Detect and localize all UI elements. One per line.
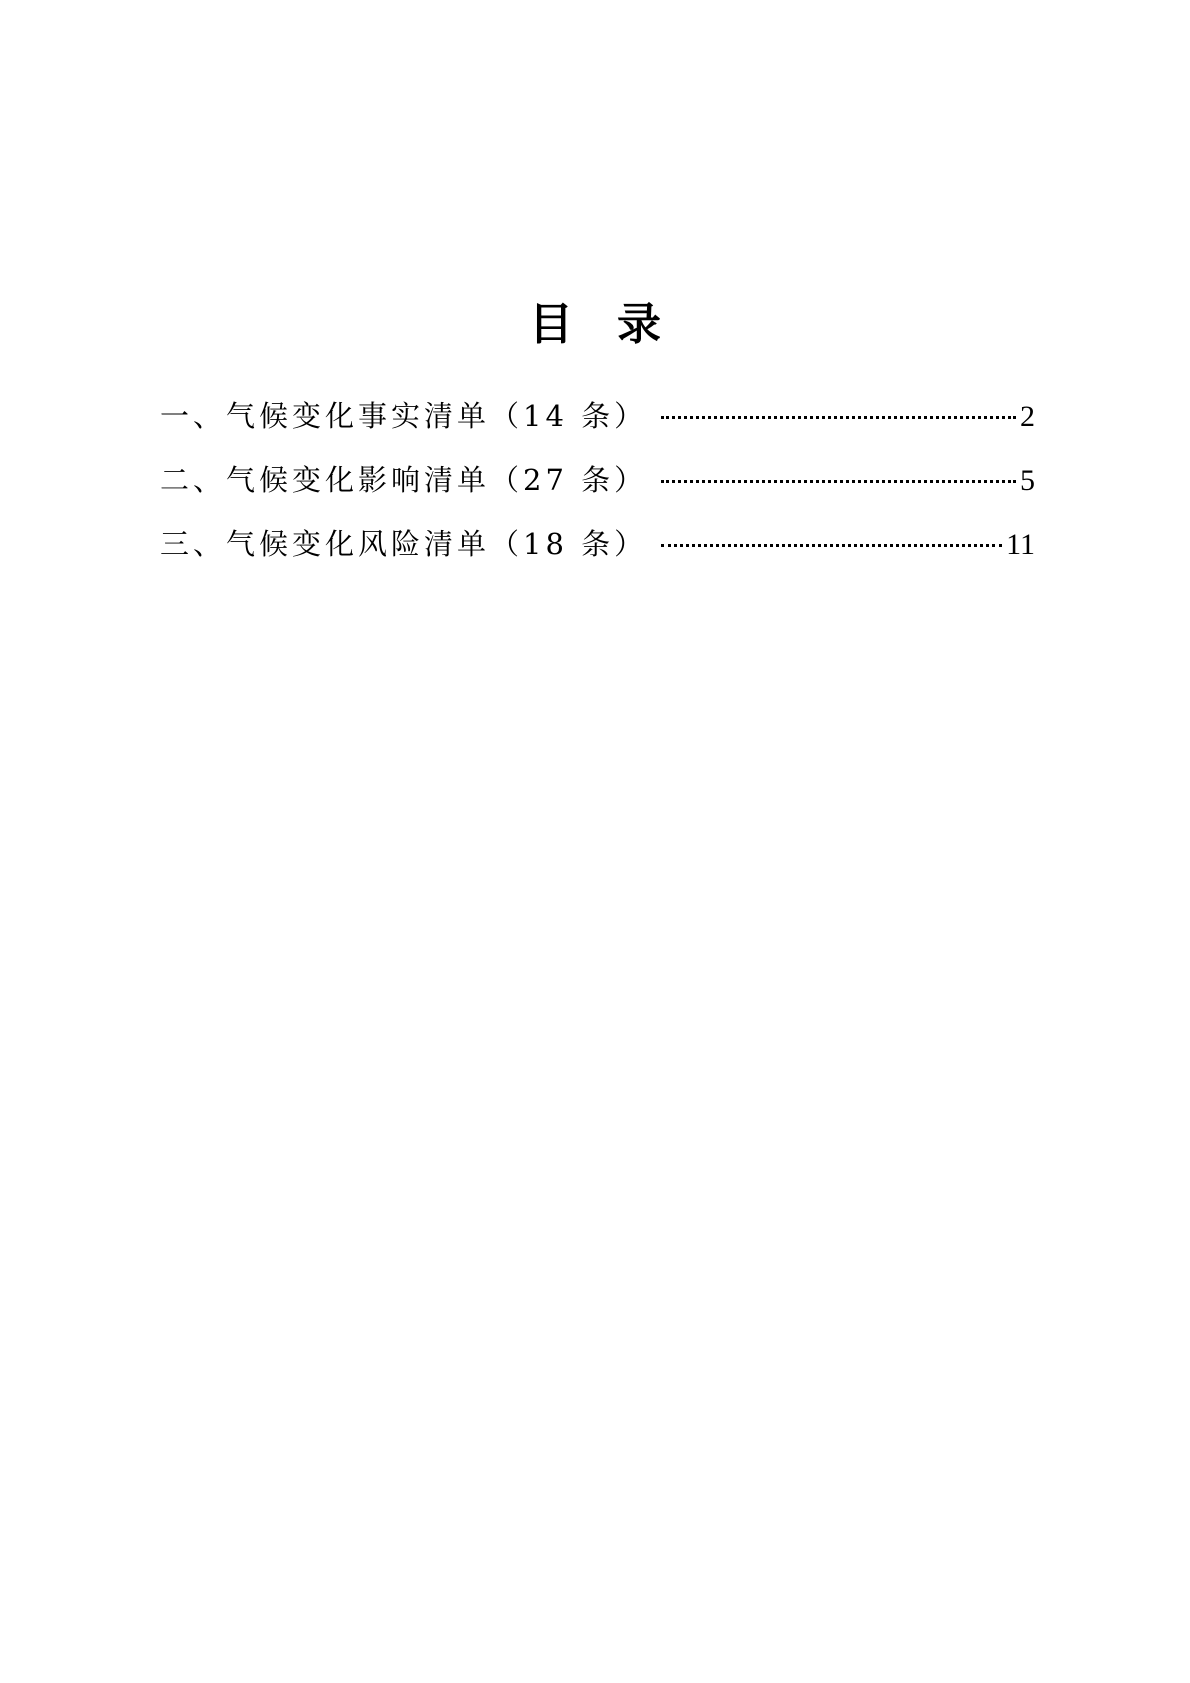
toc-dot-leader bbox=[661, 480, 1016, 483]
toc-page-number: 2 bbox=[1020, 400, 1035, 433]
toc-entry-label: 二、气候变化影响清单（27 条） bbox=[160, 463, 648, 497]
toc-entry-facts[interactable] bbox=[160, 396, 1035, 460]
toc-title-char: 录 bbox=[617, 299, 661, 351]
toc-title-char: 目 bbox=[529, 299, 573, 351]
toc-entry-risks[interactable] bbox=[160, 524, 1035, 588]
toc-list bbox=[160, 396, 1035, 588]
toc-entry-label: 三、气候变化风险清单（18 条） bbox=[160, 527, 648, 561]
toc-title bbox=[0, 297, 1190, 353]
toc-entry-impacts[interactable] bbox=[160, 460, 1035, 524]
toc-page-number: 11 bbox=[1006, 528, 1035, 561]
toc-entry-label: 一、气候变化事实清单（14 条） bbox=[160, 399, 648, 433]
toc-dot-leader bbox=[661, 544, 1002, 547]
toc-dot-leader bbox=[661, 416, 1016, 419]
toc-page-number: 5 bbox=[1020, 464, 1035, 497]
